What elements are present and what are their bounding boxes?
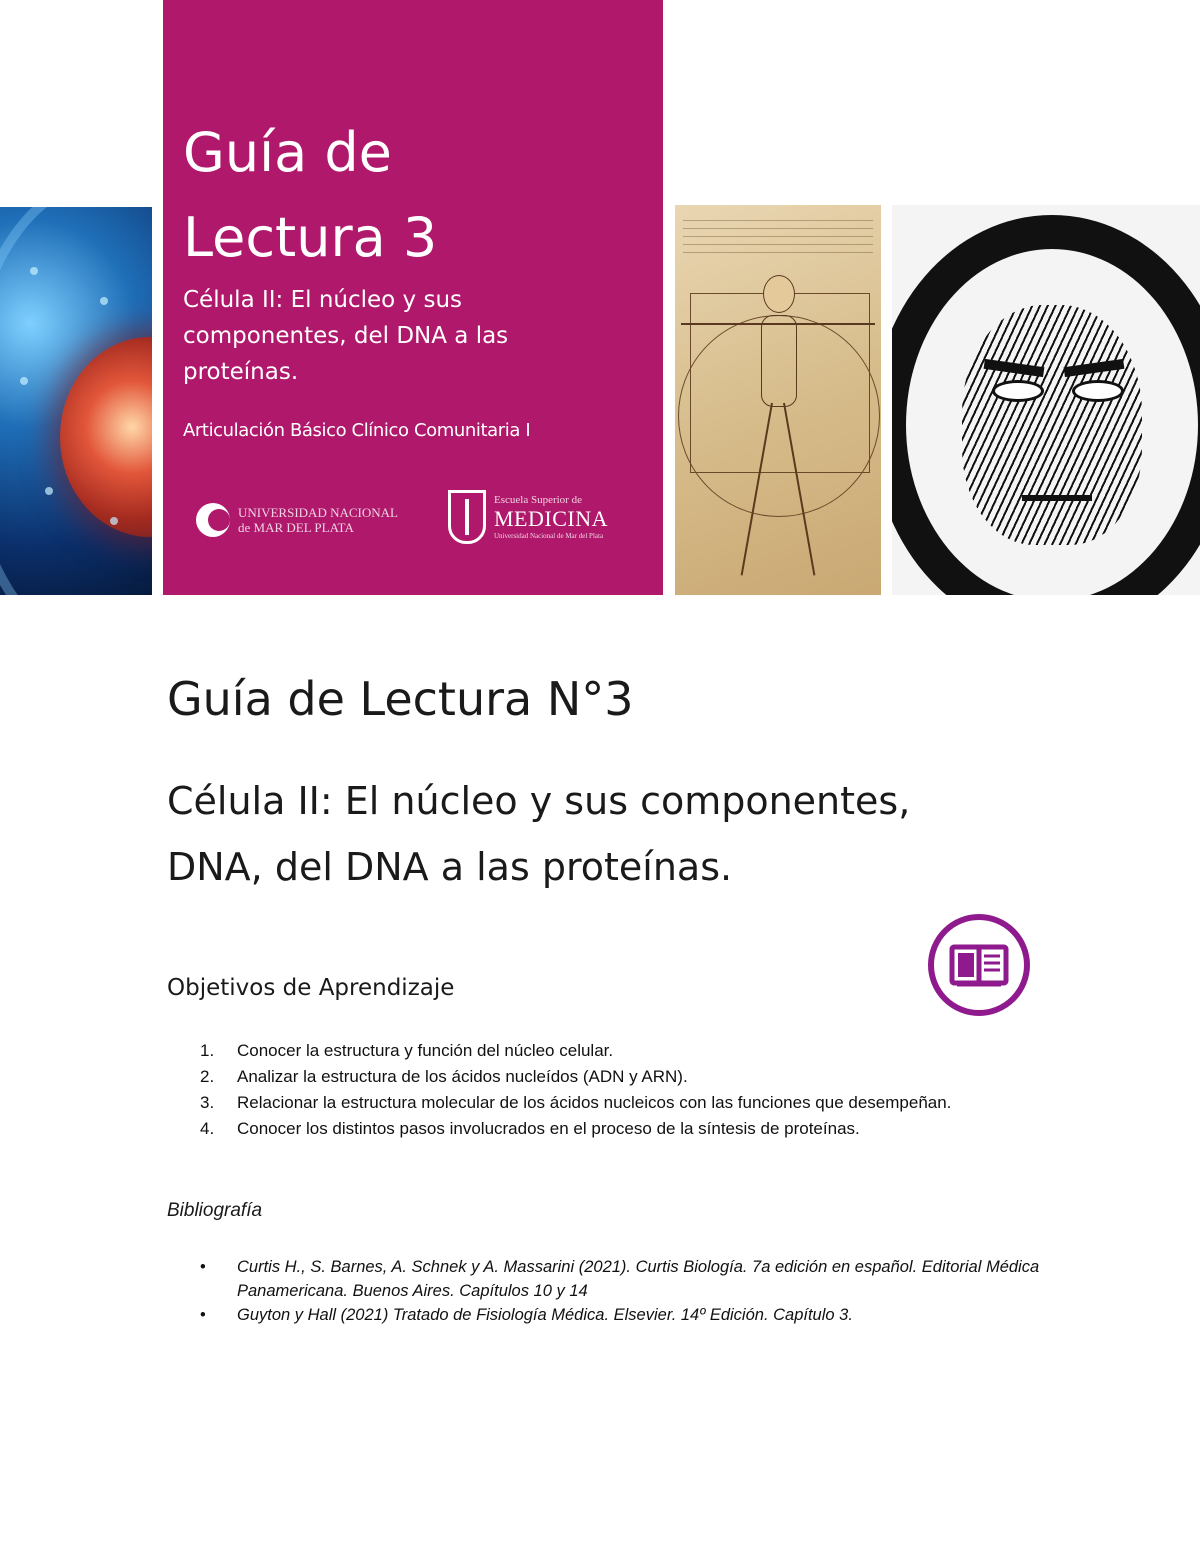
bibliography-item-text: Curtis H., S. Barnes, A. Schnek y A. Massarini (2021). Curtis Biología. 7a edición en español. Editorial Médica Panamericana. Buenos Aires. Capítulos 10 y 14 [237,1258,1040,1300]
list-item [200,1038,980,1064]
bibliography-heading: Bibliografía [167,1200,263,1221]
cover-title-line2: Lectura 3 [183,206,438,269]
objectives-list [200,1038,980,1142]
list-item [200,1064,980,1090]
cover-panel [163,0,663,595]
document-subtitle [167,768,1067,900]
medicina-logo-small: Escuela Superior de [494,494,582,506]
bullet-icon: • [200,1306,206,1324]
medicina-shield-icon [448,490,486,544]
astronaut-comic-image [892,205,1200,595]
bibliography-item [200,1255,1040,1303]
list-item-text: Analizar la estructura de los ácidos nucleídos (ADN y ARN). [237,1067,688,1086]
medicina-logo-big: MEDICINA [494,506,608,531]
bibliography-list [200,1255,1040,1327]
document-subtitle-line1: Célula II: El núcleo y sus componentes, [167,779,911,823]
medicina-logo [448,490,608,544]
bullet-icon: • [200,1258,206,1276]
list-item-text: Conocer los distintos pasos involucrados en el proceso de la síntesis de proteínas. [237,1119,860,1138]
objectives-heading: Objetivos de Aprendizaje [167,975,455,1001]
medicina-logo-tiny: Universidad Nacional de Mar del Plata [494,532,604,540]
cell-nucleus-image [0,207,152,595]
unmdp-logo-line2: de MAR DEL PLATA [238,520,354,535]
open-book-icon [927,913,1031,1017]
list-item-text: Conocer la estructura y función del núcleo celular. [237,1041,614,1060]
bibliography-item [200,1303,1040,1327]
list-item-number: 1. [200,1041,215,1060]
unmdp-logo [196,503,398,537]
bibliography-item-text: Guyton y Hall (2021) Tratado de Fisiología Médica. Elsevier. 14º Edición. Capítulo 3. [237,1306,853,1324]
unmdp-logo-icon [196,503,230,537]
document-title: Guía de Lectura N°3 [167,672,634,726]
list-item [200,1116,980,1142]
list-item-number: 3. [200,1093,215,1112]
list-item-text: Relacionar la estructura molecular de los ácidos nucleicos con las funciones que desempeñan. [237,1093,952,1112]
cover-title-line1: Guía de [183,121,392,184]
cover-course: Articulación Básico Clínico Comunitaria I [183,420,531,441]
document-subtitle-line2: DNA, del DNA a las proteínas. [167,845,733,889]
unmdp-logo-line1: UNIVERSIDAD NACIONAL [238,505,398,520]
list-item [200,1090,980,1116]
list-item-number: 2. [200,1067,215,1086]
vitruvian-man-image [675,205,881,595]
list-item-number: 4. [200,1119,215,1138]
cover-subtitle: Célula II: El núcleo y sus componentes, del DNA a las proteínas. [183,287,509,385]
